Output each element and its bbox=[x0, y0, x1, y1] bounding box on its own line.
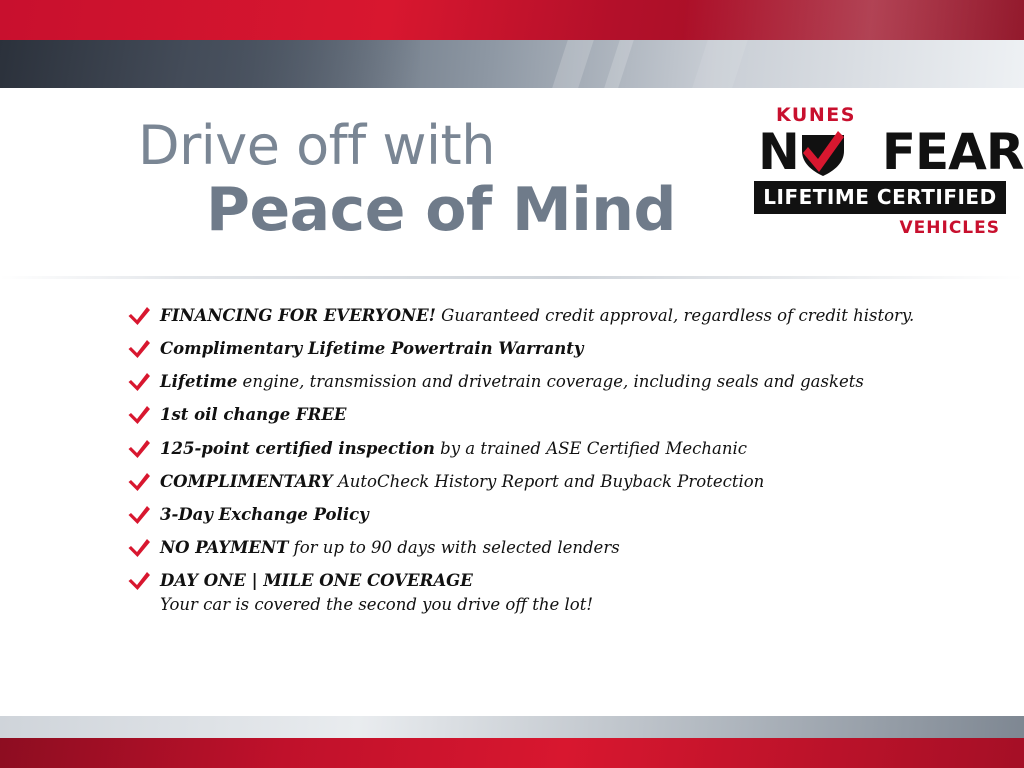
list-item-rest: for up to 90 days with selected lenders bbox=[288, 537, 620, 557]
red-check-icon bbox=[128, 539, 150, 559]
list-item-text bbox=[160, 339, 583, 360]
list-item-bold: DAY ONE | MILE ONE COVERAGE bbox=[160, 571, 473, 590]
red-check-icon bbox=[128, 440, 150, 460]
list-item bbox=[128, 372, 948, 393]
list-item-bold: 125-point certified inspection bbox=[160, 438, 435, 458]
red-check-icon bbox=[128, 473, 150, 493]
list-item-rest: engine, transmission and drivetrain coverage, including seals and gaskets bbox=[237, 372, 864, 392]
bottom-red-stripe bbox=[0, 738, 1024, 768]
bottom-banner bbox=[0, 716, 1024, 768]
top-grey-stripe bbox=[0, 40, 1024, 88]
list-item bbox=[128, 306, 948, 327]
list-item-text bbox=[160, 505, 369, 526]
list-item bbox=[128, 439, 948, 460]
headline-line-1: Drive off with bbox=[138, 114, 495, 177]
red-check-icon bbox=[128, 340, 150, 360]
red-check-icon bbox=[128, 373, 150, 393]
headline-block bbox=[138, 114, 738, 246]
logo-word-n: N bbox=[758, 123, 799, 181]
red-check-icon bbox=[800, 129, 846, 177]
list-item bbox=[128, 405, 948, 426]
list-item-text bbox=[160, 571, 473, 592]
list-item-bold: FINANCING FOR EVERYONE! bbox=[160, 306, 436, 325]
list-item bbox=[128, 472, 948, 493]
list-item-bold: 3-Day Exchange Policy bbox=[160, 504, 369, 524]
list-item bbox=[128, 505, 948, 526]
red-check-icon bbox=[128, 506, 150, 526]
list-item bbox=[128, 339, 948, 360]
list-item-bold: Lifetime bbox=[160, 372, 238, 392]
red-check-icon bbox=[128, 406, 150, 426]
list-item-text bbox=[160, 538, 620, 559]
logo-word-fear: FEAR bbox=[881, 123, 1024, 181]
list-item-bold: COMPLIMENTARY bbox=[160, 471, 333, 491]
benefits-list bbox=[128, 306, 948, 614]
list-item-text bbox=[160, 472, 764, 493]
logo-tagline: LIFETIME CERTIFIED bbox=[754, 181, 1006, 214]
list-item-text bbox=[160, 372, 864, 393]
list-item-rest: by a trained ASE Certified Mechanic bbox=[434, 438, 747, 458]
list-item-bold: Complimentary Lifetime Powertrain Warranty bbox=[160, 339, 584, 359]
logo-footer-text: VEHICLES bbox=[899, 218, 1000, 238]
list-item-subtext: Your car is covered the second you drive off the lot! bbox=[160, 594, 593, 614]
list-item-rest: Guaranteed credit approval, regardless of credit history. bbox=[435, 306, 915, 325]
red-check-icon bbox=[128, 572, 150, 592]
list-item-text bbox=[160, 306, 914, 327]
top-banner bbox=[0, 0, 1024, 88]
list-item-bold: 1st oil change FREE bbox=[160, 405, 347, 425]
headline-divider bbox=[0, 276, 1024, 279]
logo-wordmark bbox=[758, 123, 1024, 181]
list-item-bold: NO PAYMENT bbox=[160, 537, 289, 557]
list-item-text bbox=[160, 439, 747, 460]
list-item bbox=[128, 538, 948, 559]
red-check-icon bbox=[128, 307, 150, 327]
list-item-text bbox=[160, 405, 347, 426]
headline-line-2: Peace of Mind bbox=[206, 175, 676, 246]
list-item bbox=[128, 571, 948, 592]
kunes-no-fear-logo bbox=[754, 104, 1024, 238]
bottom-grey-stripe bbox=[0, 716, 1024, 738]
logo-brand-text: KUNES bbox=[776, 104, 856, 126]
top-red-stripe bbox=[0, 0, 1024, 40]
list-item-rest: AutoCheck History Report and Buyback Protection bbox=[332, 471, 765, 491]
